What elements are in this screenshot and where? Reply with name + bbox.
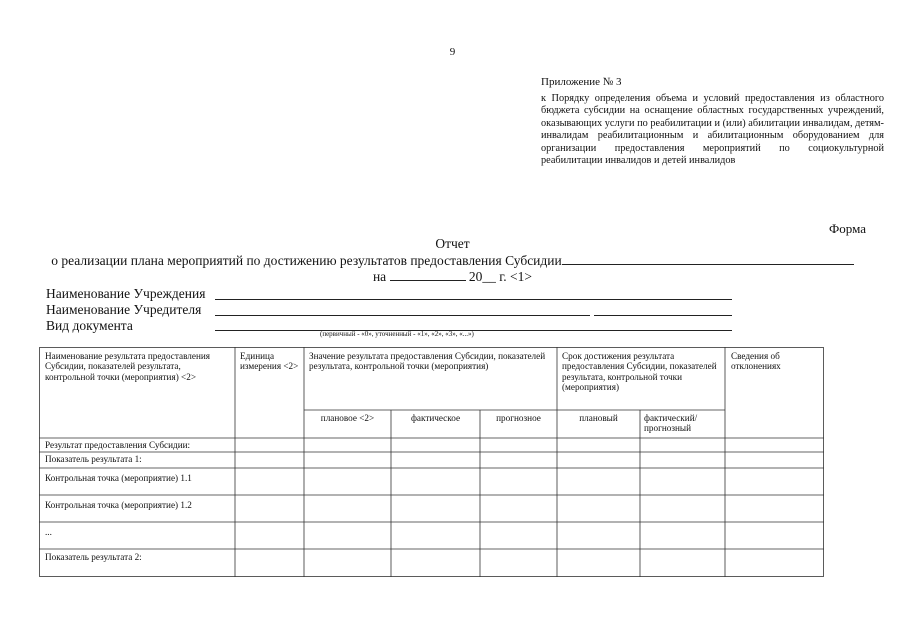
report-title: Отчет [435, 236, 470, 251]
header-value-group: Значение результата предоставления Субсидии, показателей результата, контрольной точки (мероприятия) [309, 351, 546, 372]
date-prefix: на [372, 269, 387, 284]
page-number: 9 [449, 46, 456, 58]
founder-line-2 [594, 315, 732, 316]
form-label: Форма [829, 221, 866, 236]
row-label-indicator-2: Показатель результата 2: [45, 552, 142, 562]
row-label-indicator-1: Показатель результата 1: [45, 454, 142, 464]
header-deadline-group: Срок достижения результата предоставления Субсидии, показателей результата, контрольной точки (мероприятия) [562, 351, 717, 393]
date-year: 20__ г. <1> [468, 269, 533, 284]
doc-type-hint: (первичный - «0», уточненный - «1», «2», «3», «...») [320, 330, 474, 338]
report-subtitle-text: о реализации плана мероприятий по достижению результатов предоставления Субсидии [51, 253, 562, 268]
report-date-line [0, 269, 905, 285]
header-deadline-actual: фактический/ прогнозный [644, 413, 698, 434]
header-deviations: Сведения об отклонениях [731, 351, 781, 372]
header-deadline-planned: плановый [579, 413, 618, 423]
row-label-result: Результат предоставления Субсидии: [45, 440, 191, 450]
header-result-name: Наименование результата предоставления Субсидии, показателей результата, контрольной точки (мероприятия) <2> [45, 351, 211, 382]
report-table [39, 347, 824, 577]
header-value-planned: плановое <2> [320, 413, 375, 423]
subsidy-name-blank [562, 264, 854, 265]
doc-type-label: Вид документа [46, 318, 133, 333]
header-unit: Единица измерения <2> [240, 351, 299, 372]
row-label-ellipsis: ... [45, 527, 52, 537]
row-label-checkpoint-1-2: Контрольная точка (мероприятие) 1.2 [45, 500, 192, 510]
header-value-forecast: прогнозное [496, 413, 541, 423]
institution-label: Наименование Учреждения [46, 286, 206, 301]
report-subtitle [0, 253, 905, 269]
appendix-title: Приложение № 3 [541, 76, 622, 88]
institution-line [215, 299, 732, 300]
row-label-checkpoint-1-1: Контрольная точка (мероприятие) 1.1 [45, 473, 192, 483]
founder-label: Наименование Учредителя [46, 302, 202, 317]
header-value-actual: фактическое [410, 413, 461, 423]
date-blank [390, 280, 466, 281]
appendix-text: к Порядку определения объема и условий предоставления из областного бюджета субсидии на оснащение областных государственных учреждений, оказывающих услуги по реабилитации и (или) абилитации инвалидам, детям-инвалидам реабилитационным и абилитационным оборудованием для организации предоставления мероприятий по социокультурной реабилитации инвалидов и детей инвалидов [541, 93, 884, 167]
founder-line [215, 315, 590, 316]
